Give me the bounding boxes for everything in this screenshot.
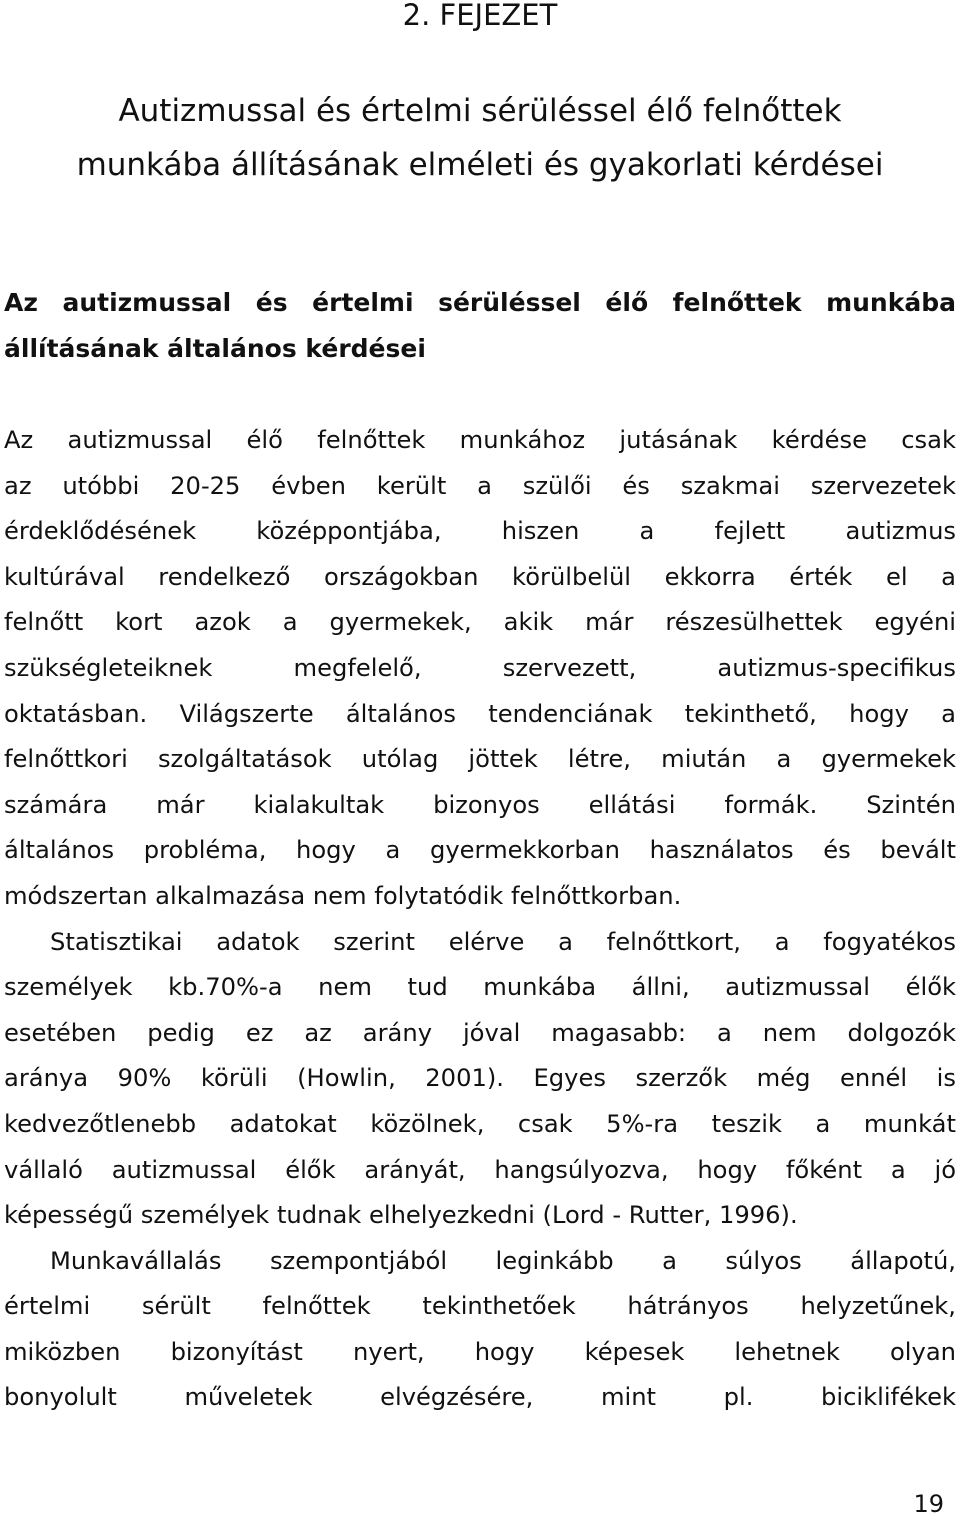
body-line: kedvezőtlenebb adatokat közölnek, csak 5%-ra teszik a munkát <box>4 1109 956 1138</box>
body-line: értelmi sérült felnőttek tekinthetőek hátrányos helyzetűnek, <box>4 1292 956 1321</box>
body-text <box>4 418 956 1421</box>
body-line: felnőtt kort azok a gyermekek, akik már részesülhettek egyéni <box>4 608 956 637</box>
body-line: számára már kialakultak bizonyos ellátási formák. Szintén <box>4 790 956 819</box>
body-line: érdeklődésének középpontjába, hiszen a fejlett autizmus <box>4 517 956 546</box>
body-line: kultúrával rendelkező országokban körülbelül ekkorra érték el a <box>4 562 956 591</box>
page-number: 19 <box>913 1490 944 1518</box>
body-line: felnőttkori szolgáltatások utólag jöttek létre, miután a gyermekek <box>4 745 956 774</box>
body-line: általános probléma, hogy a gyermekkorban használatos és bevált <box>4 836 956 865</box>
body-line: Az autizmussal élő felnőttek munkához jutásának kérdése csak <box>4 426 956 454</box>
body-line: szükségleteiknek megfelelő, szervezett, autizmus-specifikus <box>4 653 956 682</box>
chapter-title-line: Autizmussal és értelmi sérüléssel élő felnőttek <box>118 93 842 129</box>
chapter-label: 2. FEJEZET <box>402 0 558 32</box>
section-heading-line: Az autizmussal és értelmi sérüléssel élő felnőttek munkába <box>4 288 956 317</box>
body-line: Munkavállalás szempontjából leginkább a súlyos állapotú, <box>50 1246 956 1275</box>
section-heading-line: állításának általános kérdései <box>4 333 426 363</box>
section-heading <box>4 280 956 371</box>
body-line: módszertan alkalmazása nem folytatódik felnőttkorban. <box>4 881 682 910</box>
chapter-title-line: munkába állításának elméleti és gyakorlati kérdései <box>76 147 884 183</box>
body-line: képességű személyek tudnak elhelyezkedni (Lord - Rutter, 1996). <box>4 1201 798 1230</box>
body-line: aránya 90% körüli (Howlin, 2001). Egyes szerzők még ennél is <box>4 1064 956 1093</box>
body-line: oktatásban. Világszerte általános tendenciának tekinthető, hogy a <box>4 699 956 728</box>
body-line: az utóbbi 20-25 évben került a szülői és szakmai szervezetek <box>4 471 956 500</box>
body-line: személyek kb.70%-a nem tud munkába állni, autizmussal élők <box>4 973 956 1002</box>
body-line: bonyolult műveletek elvégzésére, mint pl. biciklifékek <box>4 1383 956 1412</box>
body-line: vállaló autizmussal élők arányát, hangsúlyozva, hogy főként a jó <box>4 1155 956 1184</box>
body-line: Statisztikai adatok szerint elérve a felnőttkort, a fogyatékos <box>50 927 956 956</box>
chapter-title <box>0 84 960 192</box>
body-line: miközben bizonyítást nyert, hogy képesek lehetnek olyan <box>4 1337 956 1366</box>
body-line: esetében pedig ez az arány jóval magasabb: a nem dolgozók <box>4 1018 956 1047</box>
